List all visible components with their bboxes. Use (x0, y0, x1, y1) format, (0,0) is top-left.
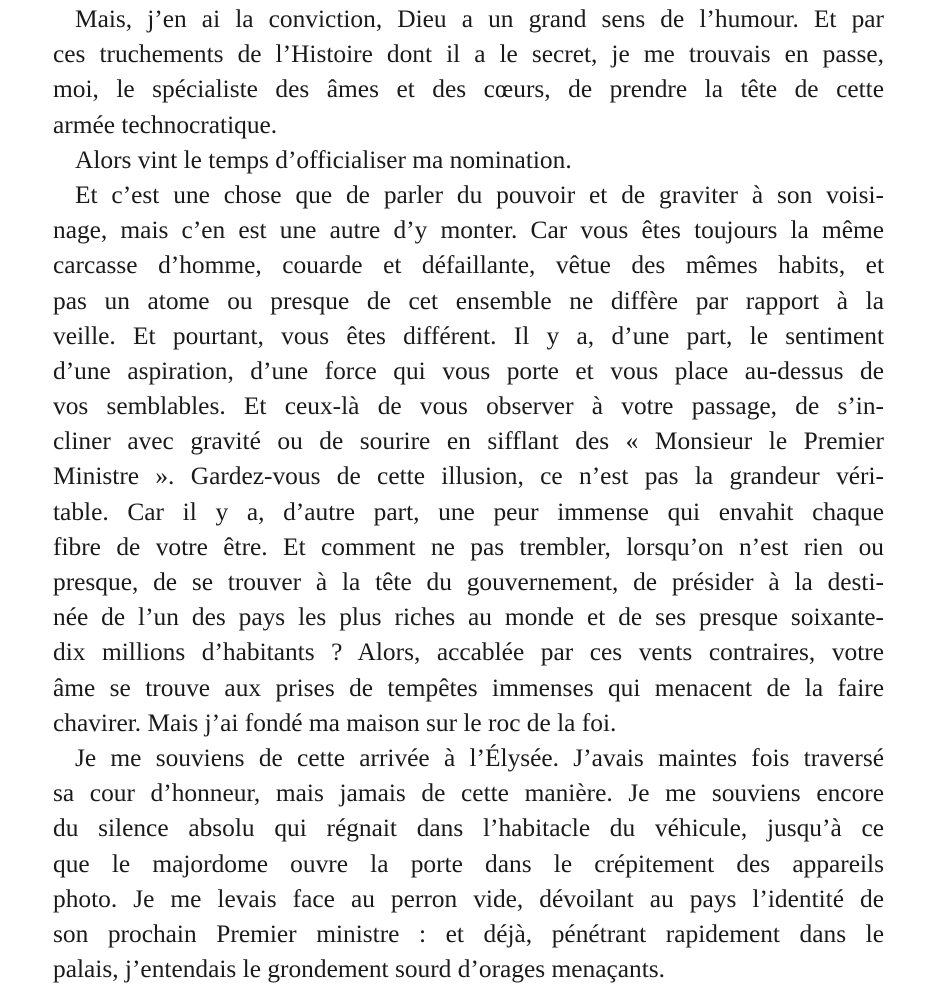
text-line: fibre de votre être. Et comment ne pas trembler, lorsqu’on n’est rien ou (53, 532, 884, 561)
paragraph (53, 2, 884, 143)
text-line: âme se trouve aux prises de tempêtes immenses qui menacent de la faire (53, 673, 884, 702)
text-line: Je me souviens de cette arrivée à l’Élysée. J’avais maintes fois traversé (75, 743, 884, 772)
text-line: Et c’est une chose que de parler du pouvoir et de graviter à son voisi- (75, 180, 884, 209)
text-line: moi, le spécialiste des âmes et des cœurs, de prendre la tête de cette (53, 75, 884, 104)
text-line: dix millions d’habitants ? Alors, accablée par ces vents contraires, votre (53, 638, 884, 667)
text-line: palais, j’entendais le grondement sourd d’orages menaçants. (53, 955, 665, 984)
text-line: presque, de se trouver à la tête du gouvernement, de présider à la desti- (53, 568, 884, 596)
text-line: son prochain Premier ministre : et déjà, pénétrant rapidement dans le (53, 919, 884, 948)
text-line: sa cour d’honneur, mais jamais de cette manière. Je me souviens encore (53, 779, 884, 808)
text-line: d’une aspiration, d’une force qui vous porte et vous place au-dessus de (53, 356, 884, 385)
text-line: pas un atome ou presque de cet ensemble ne diffère par rapport à la (53, 286, 884, 315)
text-line: vos semblables. Et ceux-là de vous observer à votre passage, de s’in- (53, 392, 884, 421)
paragraph (53, 143, 884, 178)
text-line: Mais, j’en ai la conviction, Dieu a un grand sens de l’humour. Et par (75, 5, 884, 33)
text-line: armée technocratique. (53, 110, 278, 139)
text-line: carcasse d’homme, couarde et défaillante, vêtue des mêmes habits, et (53, 251, 884, 280)
text-line: du silence absolu qui régnait dans l’habitacle du véhicule, jusqu’à ce (53, 814, 884, 843)
paragraph (53, 741, 884, 987)
text-line: chavirer. Mais j’ai fondé ma maison sur le roc de la foi. (53, 708, 617, 737)
text-line: que le majordome ouvre la porte dans le crépitement des appareils (53, 849, 884, 878)
text-line: photo. Je me levais face au perron vide, dévoilant au pays l’identité de (53, 884, 884, 913)
text-line: Alors vint le temps d’officialiser ma nomination. (75, 145, 572, 174)
text-line: nage, mais c’en est une autre d’y monter. Car vous êtes toujours la même (53, 216, 884, 245)
text-line: veille. Et pourtant, vous êtes différent. Il y a, d’une part, le sentiment (53, 321, 884, 350)
text-line: née de l’un des pays les plus riches au monde et de ses presque soixante- (53, 603, 884, 632)
paragraph (53, 178, 884, 741)
text-line: table. Car il y a, d’autre part, une peur immense qui envahit chaque (53, 497, 884, 526)
book-page-text (53, 2, 884, 987)
text-line: Ministre ». Gardez-vous de cette illusion, ce n’est pas la grandeur véri- (53, 462, 884, 491)
text-line: cliner avec gravité ou de sourire en sifflant des « Monsieur le Premier (53, 427, 884, 456)
text-line: ces truchements de l’Histoire dont il a le secret, je me trouvais en passe, (53, 40, 884, 69)
